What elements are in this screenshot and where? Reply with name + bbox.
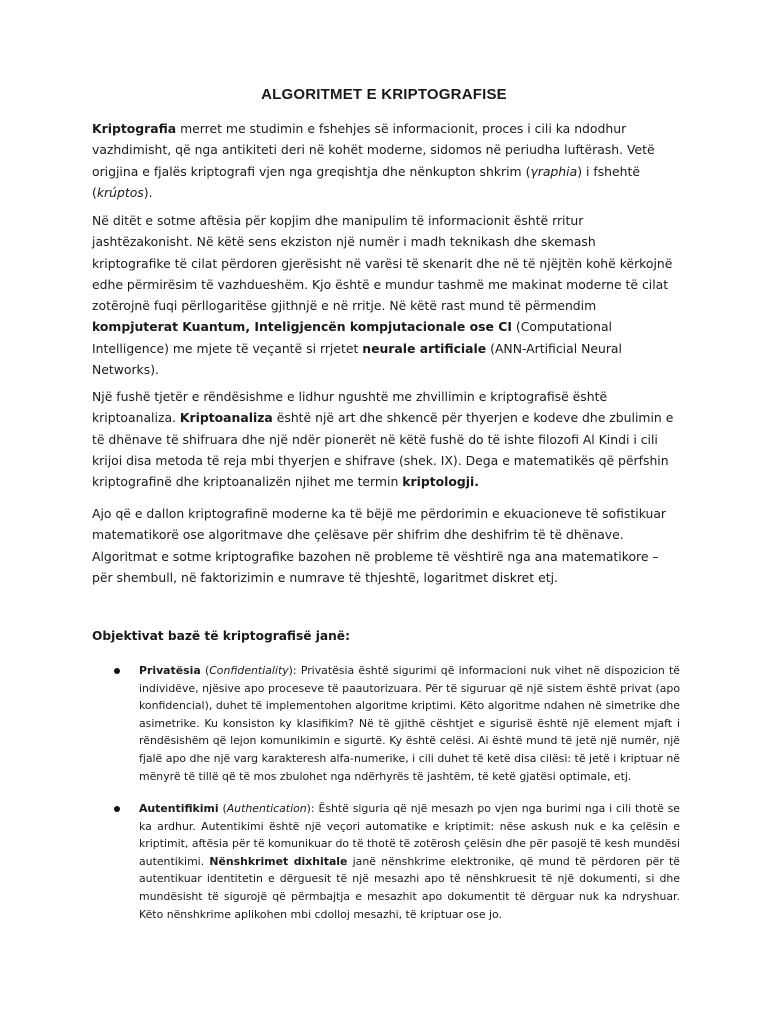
italic-term: γraphia: [530, 163, 578, 179]
bold-term: Kriptoanaliza: [179, 410, 273, 426]
list-item-confidentiality: [92, 662, 680, 785]
paragraph-modern-cryptography: [92, 503, 678, 588]
text-run: ): Privatësia është sigurimi që informacioni nuk vihet në dispozicion të individëve, njësive apo proceseve të paautorizuara. Për të siguruar që një sistem është privat (apo konfidencial), duhet të implementohen algoritme kriptimi. Këto algoritme ndahen në simetrike dhe asimetrike. Ku konsiston ky klasifikim? Në të gjithë cështjet e sigurisë është një element mjaft i rëndësishëm që lejon komunikimin e sigurtë. Ky është celësi. Ai është mund të jetë një numër, një fjalë apo dhe një varg karakteresh alfa-numerike, i cili duhet të ketë disa cilësi: të jetë i kriptuar në mënyrë të tillë që të mos zbulohet nga ndërhyrës të jashtëm, të ketë gjatësi optimale, etj.: [139, 664, 680, 783]
text-run: ) i fshehtë (: [92, 163, 640, 200]
bold-term: Autentifikimi: [139, 802, 219, 815]
text-run: ): Është siguria që një mesazh po vjen nga burimi nga i cili thotë se ka ardhur. Autentikimi është një veçori automatike e kriptimit: nëse askush nuk e ka çelësin e kriptimit, aftësia për të komunikuar do të thotë të zotërosh çelësin dhe për pasojë të kesh mundësi autentikimi.: [139, 802, 680, 868]
objectives-list-2: [92, 800, 680, 923]
bullet-icon: [114, 806, 120, 812]
list-item-text: [139, 664, 680, 783]
italic-term: Confidentiality: [209, 664, 289, 677]
text-run: është një art dhe shkencë për thyerjen e kodeve dhe zbulimin e të dhënave të shifruara dhe një ndër pionerët në këtë fushë do të ishte filozofi Al Kindi i cili krijoi disa metoda të reja mbi thyerjen e shifrave (shek. IX). Dega e matematikës që përfshin kriptografinë dhe kriptoanalizën njihet me termin: [92, 410, 674, 490]
bold-term: Privatësia: [139, 664, 201, 677]
text-run: (: [218, 802, 227, 815]
bold-term: kompjuterat Kuantum, Inteligjencën kompjutacionale ose CI: [92, 319, 512, 335]
list-item-text: [139, 802, 680, 921]
text-run: (: [200, 664, 210, 677]
document-title: ALGORITMET E KRIPTOGRAFISE: [261, 86, 507, 103]
bold-term: Kriptografia: [92, 121, 177, 136]
text-run: ).: [143, 184, 153, 200]
text-run: Në ditët e sotme aftësia për kopjim dhe manipulim të informacionit është rritur jashtëzakonisht. Në këtë sens ekziston një numër i madh teknikash dhe skemash kriptografike të cilat përdoren gjerësisht në varësi të skenarit dhe në të njëjtën kohë kërkojnë edhe përmirësim të vazhdueshëm. Kjo është e mundur tashmë me makinat moderne të cilat zotërojnë fuqi përllogaritëse gjithnjë e në rritje. Në këtë rast mund të përmendim: [92, 213, 673, 314]
text-run: Ajo që e dallon kriptografinë moderne ka të bëjë me përdorimin e ekuacioneve të sofistikuar matematikorë ose algoritmave dhe çelësave për shifrim dhe deshifrim të të dhënave. Algoritmat e sotme kriptografike bazohen në probleme të vështirë nga ana matematikore – për shembull, në faktorizimin e numrave të thjeshtë, logaritmet diskret etj.: [92, 506, 667, 585]
text-run: (ANN-Artificial Neural Networks).: [92, 340, 622, 378]
bold-term: kriptologji.: [402, 474, 479, 490]
bold-term: Nënshkrimet dixhitale: [209, 854, 348, 868]
paragraph-cryptanalysis: [92, 386, 678, 492]
paragraph-intro: [92, 118, 678, 203]
bold-term: neurale artificiale: [362, 340, 487, 356]
italic-term: Authentication: [226, 802, 307, 815]
objectives-list-1: [92, 662, 680, 785]
paragraph-modern-techniques: [92, 210, 678, 380]
list-item-authentication: [92, 800, 680, 923]
text-run: (Computational Intelligence) me mjete të veçantë si rrjetet: [92, 319, 612, 356]
text-run: Një fushë tjetër e rëndësishme e lidhur ngushtë me zhvillimin e kriptografisë është kriptoanaliza.: [92, 389, 608, 426]
objectives-heading: Objektivat bazë të kriptografisë janë:: [92, 629, 350, 643]
text-run: merret me studimin e fshehjes së informacionit, proces i cili ka ndodhur vazhdimisht, që nga antikiteti deri në kohët moderne, sidomos në periudha luftërash. Vetë origjina e fjalës kriptografi vjen nga greqishtja dhe nënkupton shkrim (: [92, 121, 655, 179]
text-run: janë nënshkrime elektronike, që mund të përdoren për të autentikuar identitetin e dërguesit të një mesazhi apo të nënshkruesit të një dokumenti, si dhe mundësisht të sigurojë që përmbajtja e mesazhit apo dokumentit të dërguar nuk ka ndryshuar. Këto nënshkrime aplikohen mbi cdolloj mesazhi, të kriptuar ose jo.: [139, 854, 680, 921]
bullet-icon: [114, 668, 120, 674]
italic-term: krúptos: [96, 184, 144, 200]
